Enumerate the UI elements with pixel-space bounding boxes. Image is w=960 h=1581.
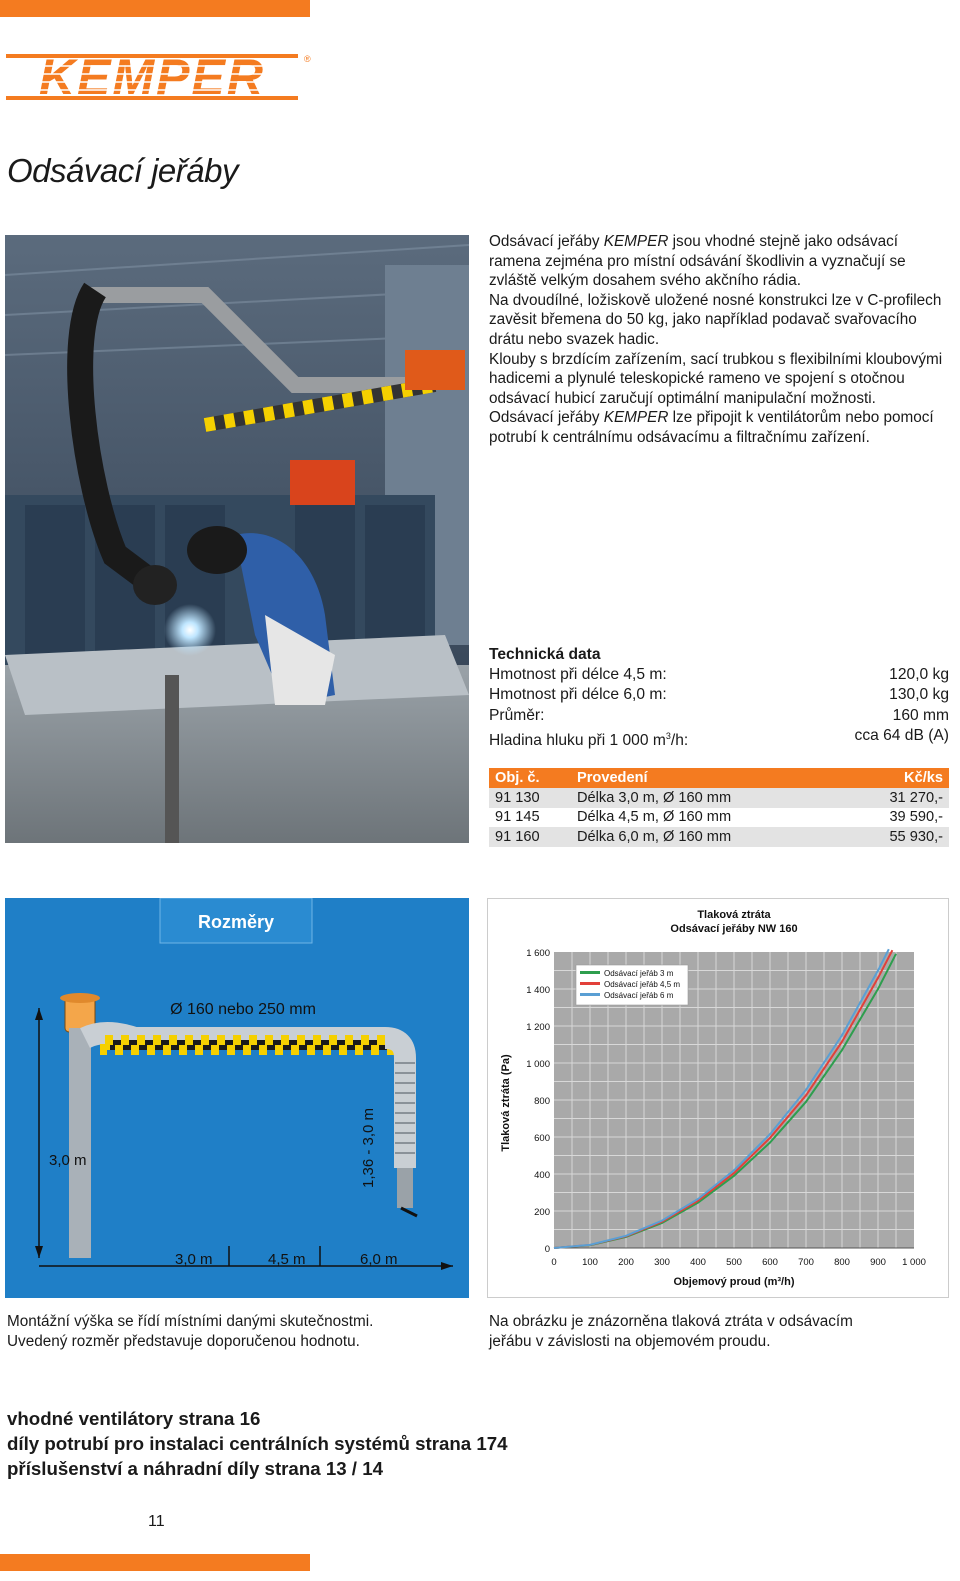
legend-entry: Odsávací jeřáb 3 m	[604, 969, 674, 978]
y-tick-label: 600	[534, 1133, 550, 1144]
svg-text:®: ®	[304, 54, 311, 64]
svg-text:KEMPER: KEMPER	[39, 50, 265, 105]
legend-entry: Odsávací jeřáb 4,5 m	[604, 980, 681, 989]
caption-right: Na obrázku je znázorněna tlaková ztráta v odsávacím jeřábu v závislosti na objemovém proudu.	[489, 1313, 853, 1350]
y-tick-label: 1 200	[526, 1022, 550, 1033]
length-label-6: 6,0 m	[360, 1251, 398, 1268]
reference-link[interactable]: vhodné ventilátory strana 16	[7, 1408, 261, 1429]
telescope-label: 1,36 - 3,0 m	[360, 1107, 377, 1188]
table-row: 91 145 Délka 4,5 m, Ø 160 mm 39 590,-	[495, 809, 943, 826]
intro-paragraph-4: Odsávací jeřáby KEMPER lze připojit k ventilátorům nebo pomocí potrubí k centrálnímu odsávacímu a filtračnímu zařízení.	[489, 409, 934, 446]
technical-data-heading: Technická data	[489, 646, 601, 663]
reference-link[interactable]: příslušenství a náhradní díly strana 13 / 14	[7, 1458, 383, 1479]
chart-title: Tlaková ztráta	[697, 909, 771, 921]
legend-swatch	[580, 971, 600, 974]
chart-legend	[576, 965, 688, 1005]
kemper-logo	[6, 50, 311, 108]
tech-row: Hmotnost při délce 4,5 m: 120,0 kg	[489, 666, 949, 684]
x-tick-label: 200	[618, 1257, 634, 1268]
length-label-4-5: 4,5 m	[268, 1251, 306, 1268]
y-tick-label: 1 600	[526, 948, 550, 959]
y-tick-label: 0	[544, 1244, 550, 1255]
order-table	[489, 768, 949, 847]
intro-paragraph-3: Klouby s brzdícím zařízením, sací trubkou s flexibilními kloubovými hadicemi a plynulé teleskopické rameno ve spojení s otočnou odsávací hubicí zaručují optimální manipulační možnosti.	[489, 350, 943, 407]
y-axis-label: Tlaková ztráta (Pa)	[500, 1054, 512, 1152]
x-tick-label: 500	[726, 1257, 742, 1268]
legend-entry: Odsávací jeřáb 6 m	[604, 991, 674, 1000]
intro-paragraph-2: Na dvoudílné, ložiskově uložené nosné konstrukci lze v C-profilech zavěsit břemena do 50 kg, jako například podavač svařovacího drátu nebo svazek hadic.	[489, 291, 942, 348]
technical-data	[489, 645, 949, 751]
x-tick-label: 0	[551, 1257, 557, 1268]
page-title: Odsávací jeřáby	[7, 152, 238, 189]
chart-svg	[488, 899, 948, 1297]
table-row: 91 160 Délka 6,0 m, Ø 160 mm 55 930,-	[489, 827, 949, 847]
length-label-3: 3,0 m	[175, 1251, 213, 1268]
pressure-loss-chart	[487, 898, 949, 1298]
x-axis-label: Objemový proud (m³/h)	[673, 1276, 795, 1288]
y-tick-label: 1 000	[526, 1059, 550, 1070]
legend-swatch	[580, 982, 600, 985]
y-tick-label: 400	[534, 1170, 550, 1181]
x-tick-label: 800	[834, 1257, 850, 1268]
diameter-label: Ø 160 nebo 250 mm	[170, 1001, 316, 1018]
bottom-accent-bar	[0, 1554, 310, 1571]
page-number: 11	[148, 1513, 165, 1530]
y-tick-label: 200	[534, 1207, 550, 1218]
legend-swatch	[580, 993, 600, 996]
intro-text	[489, 232, 949, 448]
tech-row: Průměr: 160 mm	[489, 706, 949, 724]
x-tick-label: 100	[582, 1257, 598, 1268]
x-tick-label: 300	[654, 1257, 670, 1268]
top-accent-bar	[0, 0, 310, 17]
height-label: 3,0 m	[49, 1152, 87, 1169]
chart-subtitle: Odsávací jeřáby NW 160	[670, 923, 798, 935]
dimensions-title: Rozměry	[197, 912, 275, 932]
x-tick-label: 600	[762, 1257, 778, 1268]
dimensions-diagram	[5, 898, 469, 1298]
tech-row: Hladina hluku při 1 000 $m^3/h$: cca 64 dB (A)	[489, 726, 949, 749]
y-tick-label: 800	[534, 1096, 550, 1107]
order-table-header: Obj. č. Provedení Kč/ks	[489, 768, 949, 788]
intro-paragraph-1: Odsávací jeřáby KEMPER jsou vhodné stejně jako odsávací ramena zejména pro místní odsávání škodlivin a vyznačují se zvláště velkým dosahem svého akčního rádia.	[489, 233, 906, 290]
x-tick-label: 400	[690, 1257, 706, 1268]
welding-photo	[5, 235, 469, 843]
table-row: 91 130 Délka 3,0 m, Ø 160 mm 31 270,-	[489, 788, 949, 808]
caption-left: Montážní výška se řídí místními danými skutečnostmi. Uvedený rozměr představuje doporučenou hodnotu.	[7, 1313, 374, 1350]
tech-row: Hmotnost při délce 6,0 m: 130,0 kg	[489, 686, 949, 704]
x-tick-label: 900	[870, 1257, 886, 1268]
x-tick-label: 1 000	[902, 1257, 926, 1268]
y-tick-label: 1 400	[526, 985, 550, 996]
x-tick-label: 700	[798, 1257, 814, 1268]
related-references	[7, 1406, 508, 1481]
reference-link[interactable]: díly potrubí pro instalaci centrálních systémů strana 174	[7, 1433, 508, 1454]
